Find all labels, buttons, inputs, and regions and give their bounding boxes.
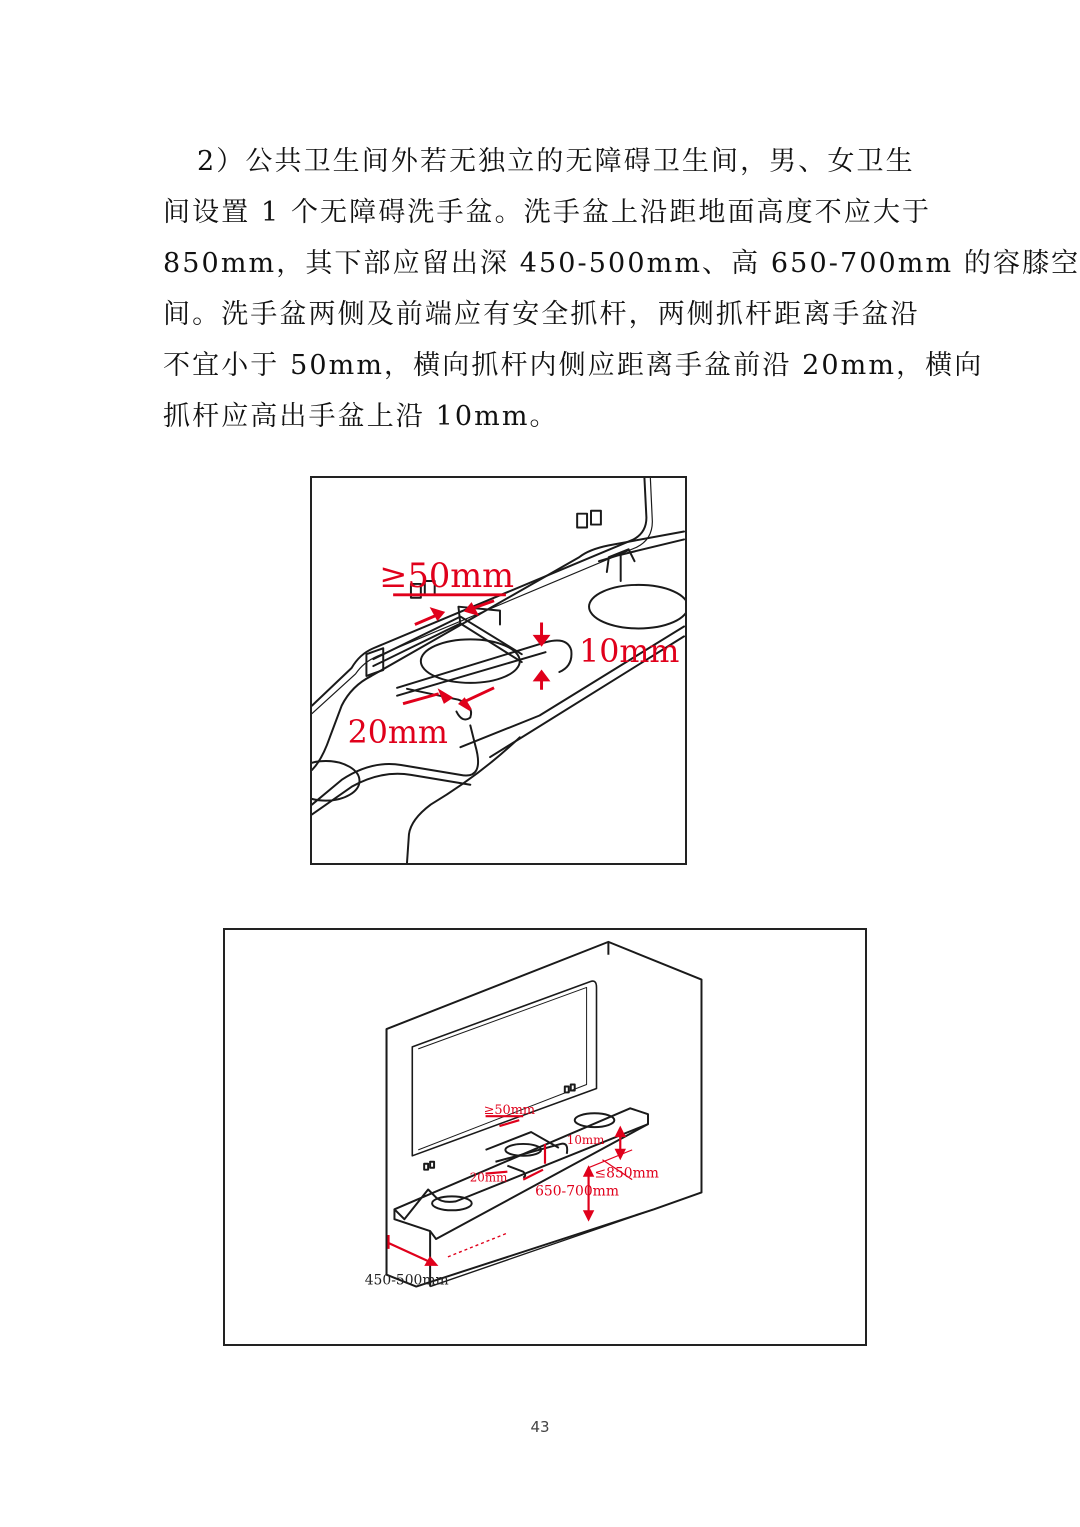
paragraph-line: 间设置 1 个无障碍洗手盆。洗手盆上沿距地面高度不应大于 (163, 197, 932, 228)
dim-front-gap: 20mm (469, 1170, 508, 1185)
paragraph-line: 不宜小于 50mm，横向抓杆内侧应距离手盆前沿 20mm，横向 (163, 350, 984, 381)
dim-height-above-rim: 10mm (579, 634, 680, 671)
paragraph-line: 抓杆应高出手盆上沿 10mm。 (163, 401, 559, 432)
grab-bar-left (366, 617, 521, 676)
dim-knee-depth: 450-500mm (364, 1272, 449, 1289)
basin-closeup-drawing (312, 478, 685, 863)
dim-side-gap: ≥50mm (379, 555, 515, 595)
paragraph-line: 2）公共卫生间外若无独立的无障碍卫生间，男、女卫生 (197, 146, 915, 177)
figure-basin-closeup (310, 476, 687, 865)
dim-side-gap: ≥50mm (483, 1103, 536, 1119)
basin-right (589, 585, 685, 629)
dim-height-above-rim: 10mm (566, 1132, 605, 1147)
paragraph-line: 间。洗手盆两侧及前端应有安全抓杆，两侧抓杆距离手盆沿 (163, 299, 920, 330)
figure-wash-area-overview (223, 928, 867, 1346)
dim-front-gap: 20mm (347, 715, 448, 752)
page-number: 43 (530, 1418, 550, 1436)
body-paragraph (163, 136, 1080, 442)
paragraph-line: 850mm，其下部应留出深 450-500mm、高 650-700mm 的容膝空 (163, 248, 1080, 279)
dim-knee-height: 650-700mm (535, 1183, 619, 1200)
dim-rim-height: ≤850mm (594, 1165, 659, 1182)
wash-area-drawing (225, 930, 865, 1344)
